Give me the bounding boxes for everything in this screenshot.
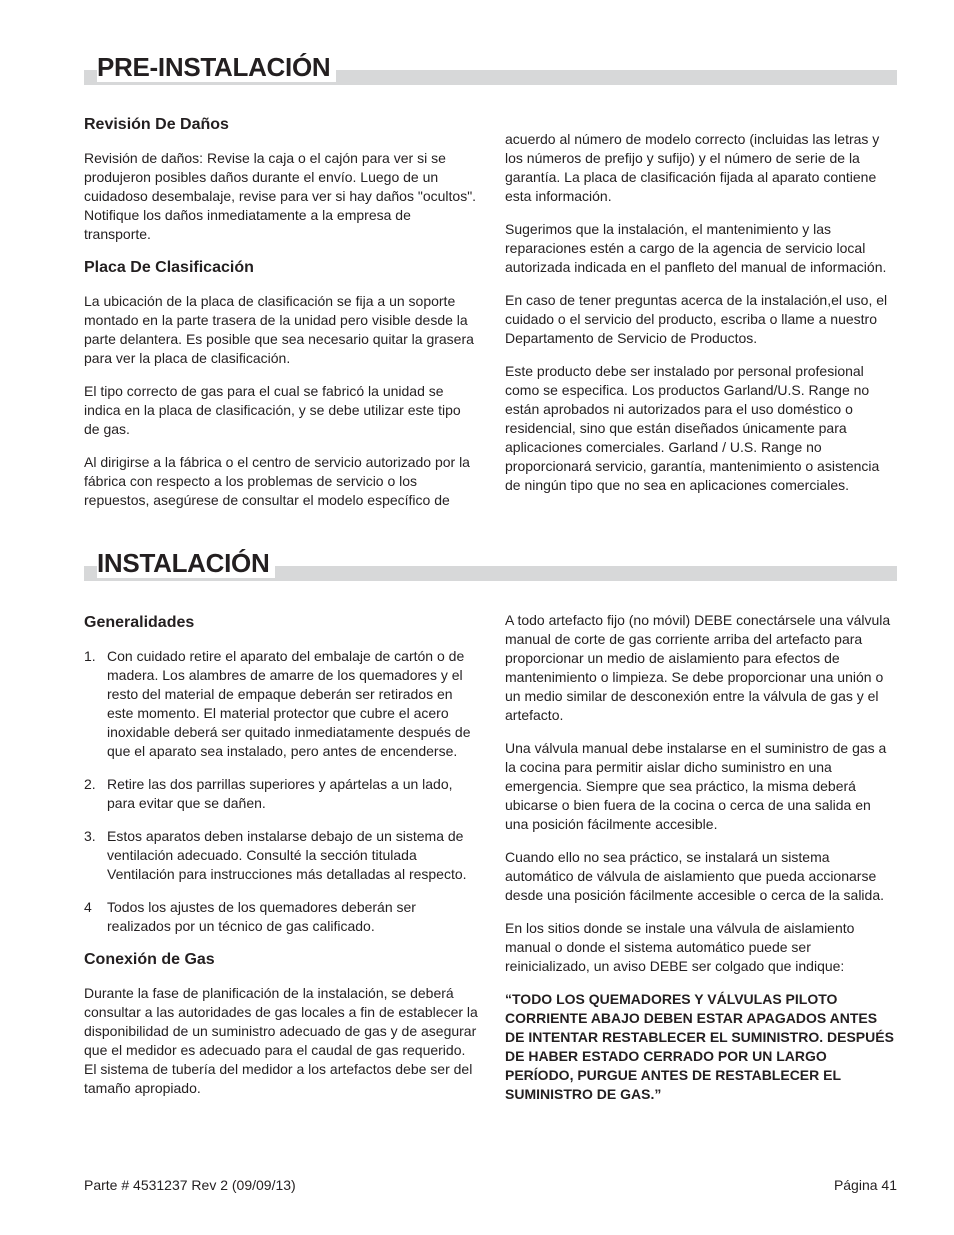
rating-plate-p3: Al dirigirse a la fábrica o el centro de servicio autorizado por la fábrica con respecto a los problemas de servicio o los repuestos, asegúrese de consultar el modelo específico de (84, 454, 470, 508)
pre-install-right-p2: Sugerimos que la instalación, el mantenimiento y las reparaciones estén a cargo de la agencia de servicio local autorizada indicada en el panfleto del manual de información. (505, 221, 887, 275)
gas-connection-text: Durante la fase de planificación de la instalación, se deberá consultar a las autoridades de gas locales a fin de establecer la disponibilidad de un suministro adecuado de gas y de asegurar que el medidor es adecuado para el caudal de gas requerido. El sistema de tubería del medidor a los artefactos debe ser del tamaño apropiado. (84, 985, 478, 1096)
list-item-number: 2. (84, 776, 96, 792)
general-steps-list (84, 647, 478, 936)
pre-install-right-p1: acuerdo al número de modelo correcto (incluidas las letras y los números de prefijo y sufijo) y el número de serie de la garantía. La placa de clasificación fijada al aparato contiene esta información. (505, 131, 880, 204)
install-left-column (84, 613, 478, 1098)
pre-install-right-p4: Este producto debe ser instalado por personal profesional como se especifica. Los productos Garland/U.S. Range no están aprobados ni autorizados para el uso doméstico o residencial, sino que están diseñados únicamente para aplicaciones comerciales. Garland / U.S. Range no proporcionará servicio, garantía, mantenimiento o asistencia de ningún tipo que no sea en aplicaciones comerciales. (505, 363, 880, 493)
rating-plate-p1: La ubicación de la placa de clasificación se fija a un soporte montado en la parte trasera de la unidad pero visible desde la parte delantera. Es posible que sea necesario quitar la grasera para ver la placa de clasificación. (84, 293, 474, 366)
general-heading: Generalidades (84, 614, 195, 631)
list-item (84, 898, 478, 936)
list-item-text: Con cuidado retire el aparato del embalaje de cartón o de madera. Los alambres de amarre de los quemadores y el resto del material de empaque deberán ser retirados en este momento. El material protector que cubre el acero inoxidable deberá ser quitado inmediatamente después de que el aparato sea instalado, pero antes de encenderse. (107, 648, 471, 759)
section-title-install: INSTALACIÓN (97, 548, 275, 578)
list-item (84, 827, 478, 884)
section-title-pre-install: PRE-INSTALACIÓN (97, 52, 336, 82)
list-item-number: 1. (84, 648, 96, 664)
list-item (84, 775, 478, 813)
pre-install-left-column (84, 115, 478, 510)
rating-plate-p2: El tipo correcto de gas para el cual se fabricó la unidad se indica en la placa de clasificación, y se debe utilizar este tipo de gas. (84, 383, 461, 437)
footer-page-number: Página 41 (833, 1177, 897, 1193)
list-item-number: 4 (84, 899, 92, 915)
list-item (84, 647, 478, 761)
list-item-text: Todos los ajustes de los quemadores deberán ser realizados por un técnico de gas calificado. (107, 899, 416, 934)
list-item-number: 3. (84, 828, 96, 844)
damage-heading: Revisión De Daños (84, 116, 229, 133)
rating-plate-heading: Placa De Clasificación (84, 259, 254, 276)
pre-install-right-p3: En caso de tener preguntas acerca de la instalación,el uso, el cuidado o el servicio del producto, escriba o llame a nuestro Departamento de Servicio de Productos. (505, 292, 888, 346)
pre-install-right-column (505, 130, 898, 495)
gas-connection-heading: Conexión de Gas (84, 951, 215, 968)
damage-text: Revisión de daños: Revise la caja o el cajón para ver si se produjeron posibles daños durante el envío. Luego de un cuidadoso desembalaje, revise para ver si hay daños "ocultos". Notifique los daños inmediatamente a la empresa de transporte. (84, 150, 477, 242)
list-item-text: Retire las dos parrillas superiores y apártelas a un lado, para evitar que se dañen. (107, 776, 453, 811)
install-right-p2: Una válvula manual debe instalarse en el suministro de gas a la cocina para permitir aislar dicho suministro en una emergencia. Siempre que sea práctico, la misma deberá ubicarse o bien fuera de la cocina o cerca de una salida en una posición fácilmente accesible. (505, 740, 887, 832)
list-item-text: Estos aparatos deben instalarse debajo de un sistema de ventilación adecuado. Consulté la sección titulada Ventilación para instrucciones más detalladas al respecto. (107, 828, 467, 882)
warning-notice: “TODO LOS QUEMADORES Y VÁLVULAS PILOTO CORRIENTE ABAJO DEBEN ESTAR APAGADOS ANTES DE INTENTAR RESTABLECER EL SUMINISTRO. DESPUÉS DE HABER ESTADO CERRADO POR UN LARGO PERÍODO, PURGUE ANTES DE RESTABLECER EL SUMINISTRO DE GAS.” (505, 991, 894, 1102)
install-right-p4: En los sitios donde se instale una válvula de aislamiento manual o donde el sistema automático puede ser reinicializado, un aviso DEBE ser colgado que indique: (505, 920, 855, 974)
footer-part-number: Parte # 4531237 Rev 2 (09/09/13) (84, 1177, 296, 1193)
install-right-p1: A todo artefacto fijo (no móvil) DEBE conectársele una válvula manual de corte de gas corriente arriba del artefacto para proporcionar un medio de aislamiento para efectos de mantenimiento o limpieza. Se debe proporcionar una unión o un medio similar de desconexión entre la válvula de gas y el artefacto. (505, 612, 891, 723)
install-right-column (505, 611, 898, 1104)
install-right-p3: Cuando ello no sea práctico, se instalará un sistema automático de válvula de aislamiento que pueda accionarse desde una posición fácilmente accesible o cerca de la salida. (505, 849, 885, 903)
